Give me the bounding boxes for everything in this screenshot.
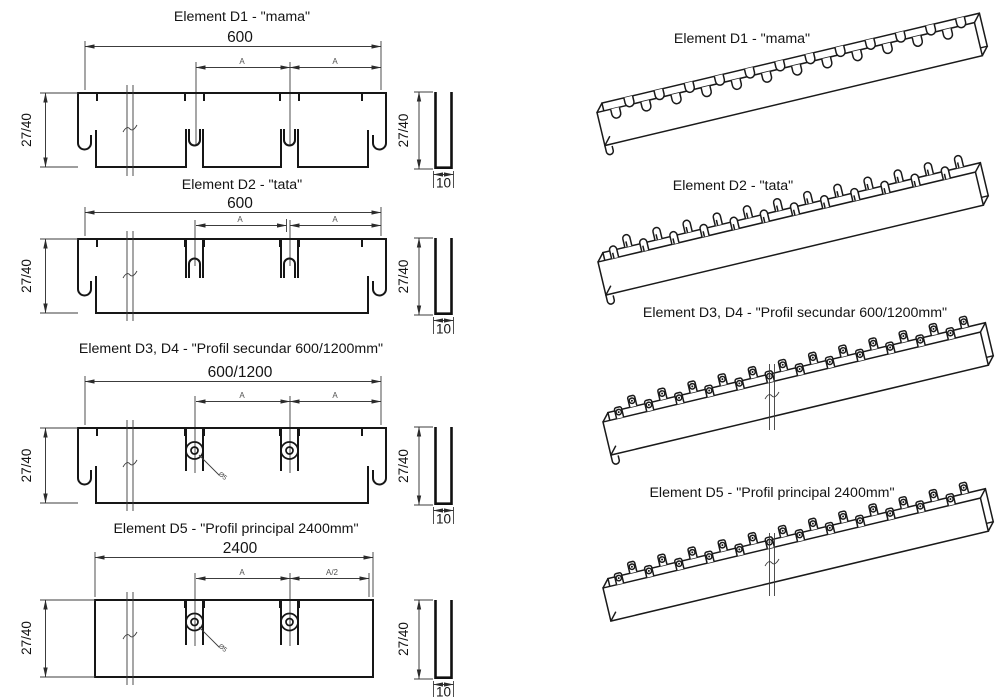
d5-cross-section (436, 600, 452, 678)
d1-cross-section (436, 92, 452, 168)
d3-thickness-dim: 10 (435, 511, 452, 527)
drawing-d5-section (19, 521, 454, 699)
d2-overall-dim: 600 (227, 195, 253, 212)
d5-height-dim-left: 27/40 (19, 621, 34, 655)
d3-break-line (127, 420, 133, 511)
d3-iso-body (599, 312, 998, 465)
d5-overall-dim: 2400 (222, 540, 258, 557)
d3-section-title: Element D3, D4 - "Profil secundar 600/1200mm" (78, 341, 384, 357)
d2-section-title: Element D2 - "tata" (181, 177, 303, 193)
d3-height-dim-right: 27/40 (396, 449, 411, 483)
d3-overall-dim: 600/1200 (207, 364, 273, 381)
d1-dim-a2: A (332, 57, 338, 66)
drawing-d2-section (19, 177, 454, 337)
d5-break-line (127, 592, 133, 685)
d3-height-dim-left: 27/40 (19, 448, 34, 483)
d1-dim-a1: A (239, 57, 245, 66)
drawing-d3-section (19, 341, 454, 527)
d2-dim-a1: A (237, 215, 243, 224)
d1-height-dim-right: 27/40 (396, 113, 411, 148)
d5-section-title: Element D5 - "Profil principal 2400mm" (113, 521, 359, 537)
drawing-d2-iso (593, 151, 992, 305)
d2-height-dim-right: 27/40 (396, 259, 411, 294)
d5-dim-a1: A (239, 568, 245, 577)
d5-hole-dim: Ø5 (216, 642, 229, 654)
d5-thickness-dim: 10 (435, 684, 452, 699)
d1-section-title: Element D1 - "mama" (173, 9, 311, 25)
d3-iso-title: Element D3, D4 - "Profil secundar 600/1200mm" (642, 305, 948, 321)
d2-thickness-dim: 10 (435, 321, 452, 337)
d3-cross-section (436, 427, 452, 504)
drawing-d1-iso (595, 13, 991, 155)
drawing-d5-iso (599, 478, 996, 621)
d1-iso-title: Element D1 - "mama" (673, 31, 811, 47)
d2-cross-section (436, 238, 452, 314)
d3-hole-dim: Ø5 (216, 470, 229, 482)
drawing-d1-section (19, 9, 454, 191)
d5-iso-title: Element D5 - "Profil principal 2400mm" (649, 485, 895, 501)
d5-height-dim-right: 27/40 (396, 622, 411, 656)
d2-iso-body (593, 151, 992, 305)
d2-iso-title: Element D2 - "tata" (672, 178, 794, 194)
d3-dim-a1: A (239, 391, 245, 400)
d1-overall-dim: 600 (227, 29, 253, 46)
drawing-d3-iso (599, 305, 998, 465)
d2-height-dim-left: 27/40 (19, 259, 34, 293)
d2-dim-a2: A (332, 215, 338, 224)
d1-break-line (127, 85, 133, 176)
d1-thickness-dim: 10 (435, 175, 452, 191)
d5-dim-a2: A/2 (325, 568, 339, 577)
d1-height-dim-left: 27/40 (19, 113, 34, 147)
d3-dim-a2: A (332, 391, 338, 400)
d5-profile-outline (95, 600, 373, 677)
